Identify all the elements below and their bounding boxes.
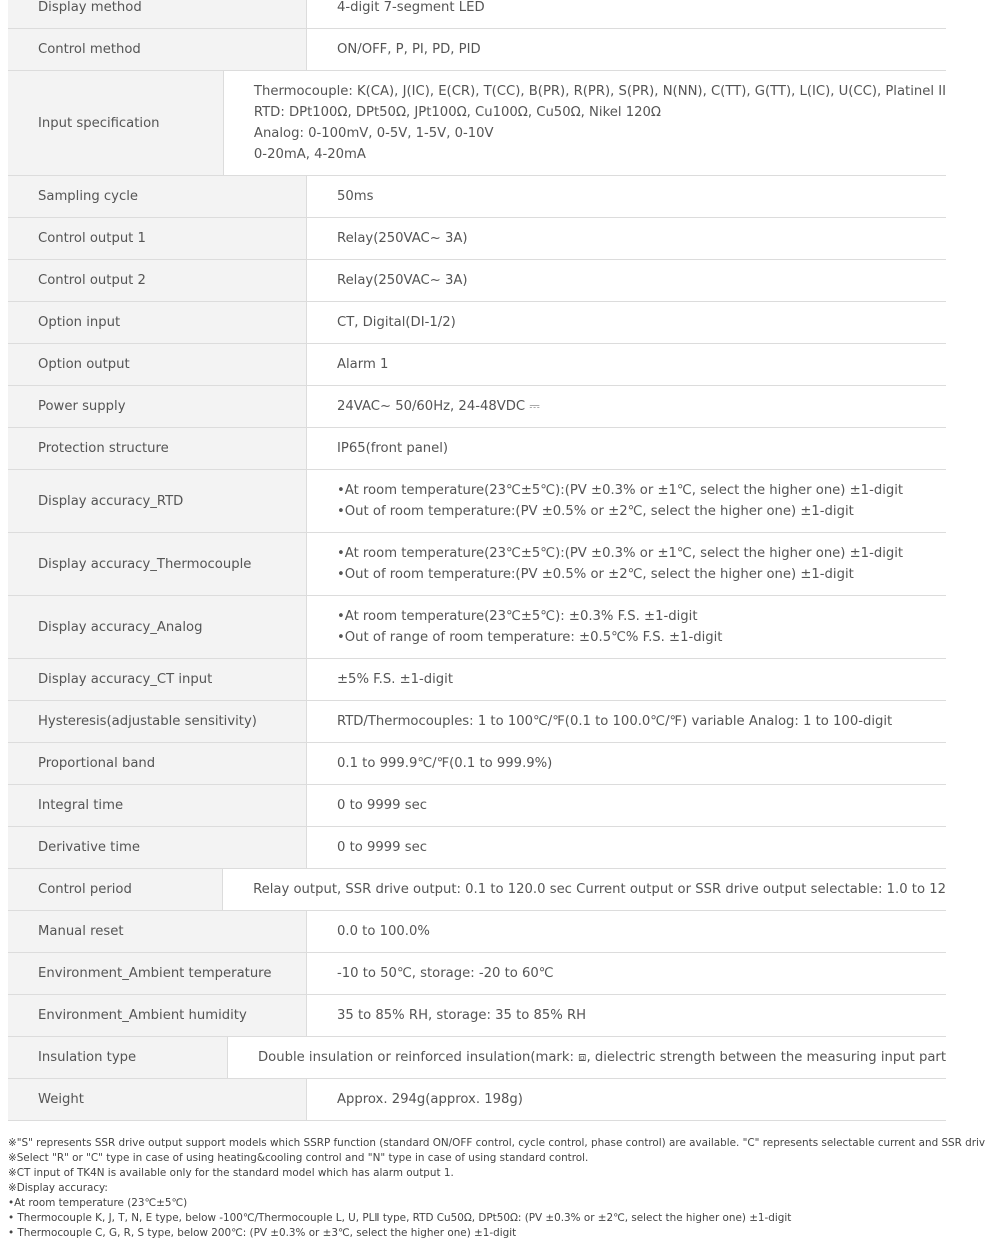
footnote-line: ※Display accuracy: bbox=[8, 1182, 108, 1194]
footnote-line: •At room temperature (23℃±5℃) bbox=[8, 1197, 188, 1209]
footnote-line: ※CT input of TK4N is available only for the standard model which has alarm output 1. bbox=[8, 1167, 454, 1179]
spec-value-line: •At room temperature(23℃±5℃):(PV ±0.3% or ±1℃, select the higher one) ±1-digit bbox=[337, 546, 904, 561]
spec-value-line: RTD: DPt100Ω, DPt50Ω, JPt100Ω, Cu100Ω, Cu50Ω, Nikel 120Ω bbox=[253, 105, 661, 120]
spec-value bbox=[307, 753, 946, 774]
spec-label: Display accuracy_CT input bbox=[8, 659, 307, 700]
spec-value-line: Double insulation or reinforced insulation(mark: ⧈, dielectric strength between the measuring input part bbox=[258, 1050, 946, 1065]
spec-label: Display method bbox=[8, 0, 307, 28]
spec-row bbox=[8, 743, 946, 785]
spec-value-line: 0.1 to 999.9℃/℉(0.1 to 999.9%) bbox=[337, 756, 553, 771]
spec-row bbox=[8, 995, 946, 1037]
spec-value bbox=[307, 312, 946, 333]
spec-label: Manual reset bbox=[8, 911, 307, 952]
spec-value bbox=[228, 1047, 946, 1068]
spec-value bbox=[224, 81, 946, 165]
spec-row bbox=[8, 1079, 946, 1121]
spec-row bbox=[8, 29, 946, 71]
spec-value bbox=[307, 270, 946, 291]
spec-row bbox=[8, 260, 946, 302]
spec-row bbox=[8, 701, 946, 743]
spec-value-line: IP65(front panel) bbox=[337, 441, 449, 456]
spec-row bbox=[8, 1037, 946, 1079]
spec-value-line: Relay(250VAC~ 3A) bbox=[337, 273, 468, 288]
spec-label: Environment_Ambient humidity bbox=[8, 995, 307, 1036]
footnote-line: ※"S" represents SSR drive output support models which SSRP function (standard ON/OFF control, cycle control, phase control) are available. "C" represents selectable current and SSR driv bbox=[8, 1137, 985, 1149]
spec-value bbox=[307, 186, 946, 207]
spec-value-line: Thermocouple: K(CA), J(IC), E(CR), T(CC), B(PR), R(PR), S(PR), N(NN), C(TT), G(TT), L(IC), U(CC), Platinel II bbox=[253, 84, 946, 99]
spec-row bbox=[8, 953, 946, 995]
spec-value-line: Relay output, SSR drive output: 0.1 to 120.0 sec Current output or SSR drive output selectable: 1.0 to 12 bbox=[253, 882, 946, 897]
spec-value-line: ±5% F.S. ±1-digit bbox=[337, 672, 454, 687]
spec-row bbox=[8, 71, 946, 176]
spec-value bbox=[307, 711, 946, 732]
spec-value-line: CT, Digital(DI-1/2) bbox=[337, 315, 456, 330]
footnotes bbox=[8, 1136, 985, 1241]
spec-value-line: RTD/Thermocouples: 1 to 100℃/℉(0.1 to 100.0℃/℉) variable Analog: 1 to 100-digit bbox=[337, 714, 893, 729]
footnote-line: ※Select "R" or "C" type in case of using heating&cooling control and "N" type in case of using standard control. bbox=[8, 1152, 589, 1164]
spec-value bbox=[307, 1089, 946, 1110]
spec-label: Insulation type bbox=[8, 1037, 228, 1078]
spec-label: Hysteresis(adjustable sensitivity) bbox=[8, 701, 307, 742]
footnote-line: • Thermocouple C, G, R, S type, below 200℃: (PV ±0.3% or ±3℃, select the higher one) ±1-digit bbox=[8, 1227, 517, 1239]
spec-value bbox=[223, 879, 946, 900]
spec-row bbox=[8, 596, 946, 659]
spec-label: Display accuracy_Analog bbox=[8, 596, 307, 658]
spec-value-line: -10 to 50℃, storage: -20 to 60℃ bbox=[337, 966, 554, 981]
spec-value-line: 0.0 to 100.0% bbox=[337, 924, 430, 939]
spec-value-line: 35 to 85% RH, storage: 35 to 85% RH bbox=[337, 1008, 587, 1023]
spec-label: Weight bbox=[8, 1079, 307, 1120]
spec-value-line: ON/OFF, P, PI, PD, PID bbox=[337, 42, 481, 57]
spec-label: Display accuracy_Thermocouple bbox=[8, 533, 307, 595]
spec-value bbox=[307, 480, 946, 522]
spec-value-line: 50ms bbox=[337, 189, 374, 204]
spec-value-line: 4-digit 7-segment LED bbox=[337, 0, 485, 15]
spec-label: Protection structure bbox=[8, 428, 307, 469]
spec-label: Control output 1 bbox=[8, 218, 307, 259]
spec-label: Control method bbox=[8, 29, 307, 70]
spec-row bbox=[8, 659, 946, 701]
spec-row bbox=[8, 302, 946, 344]
spec-value-line: •At room temperature(23℃±5℃):(PV ±0.3% or ±1℃, select the higher one) ±1-digit bbox=[337, 483, 904, 498]
spec-row bbox=[8, 827, 946, 869]
spec-value bbox=[307, 837, 946, 858]
spec-table bbox=[8, 0, 946, 1121]
spec-row bbox=[8, 344, 946, 386]
spec-value-line: 0-20mA, 4-20mA bbox=[253, 147, 366, 162]
spec-row bbox=[8, 386, 946, 428]
spec-row bbox=[8, 0, 946, 29]
spec-value bbox=[307, 669, 946, 690]
spec-row bbox=[8, 785, 946, 827]
spec-value bbox=[307, 354, 946, 375]
spec-label: Display accuracy_RTD bbox=[8, 470, 307, 532]
spec-value bbox=[307, 0, 946, 18]
spec-label: Sampling cycle bbox=[8, 176, 307, 217]
spec-label: Environment_Ambient temperature bbox=[8, 953, 307, 994]
spec-value-line: Alarm 1 bbox=[337, 357, 389, 372]
spec-value-line: 0 to 9999 sec bbox=[337, 798, 428, 813]
spec-row bbox=[8, 176, 946, 218]
spec-row bbox=[8, 428, 946, 470]
spec-value bbox=[307, 438, 946, 459]
spec-label: Power supply bbox=[8, 386, 307, 427]
spec-value-line: •Out of room temperature:(PV ±0.5% or ±2℃, select the higher one) ±1-digit bbox=[337, 567, 854, 582]
spec-value bbox=[307, 228, 946, 249]
spec-label: Control output 2 bbox=[8, 260, 307, 301]
spec-row bbox=[8, 911, 946, 953]
footnote-line: • Thermocouple K, J, T, N, E type, below -100℃/Thermocouple L, U, PLⅡ type, RTD Cu50Ω, DPt50Ω: (PV ±0.3% or ±2℃, select the higher one) ±1-digit bbox=[8, 1212, 792, 1224]
spec-row bbox=[8, 470, 946, 533]
spec-label: Option input bbox=[8, 302, 307, 343]
spec-value-line: 0 to 9999 sec bbox=[337, 840, 428, 855]
spec-row bbox=[8, 218, 946, 260]
spec-label: Option output bbox=[8, 344, 307, 385]
spec-row bbox=[8, 533, 946, 596]
spec-value bbox=[307, 963, 946, 984]
spec-value bbox=[307, 606, 946, 648]
spec-label: Proportional band bbox=[8, 743, 307, 784]
spec-label: Integral time bbox=[8, 785, 307, 826]
spec-value-line: •Out of range of room temperature: ±0.5℃% F.S. ±1-digit bbox=[337, 630, 723, 645]
spec-value bbox=[307, 39, 946, 60]
spec-row bbox=[8, 869, 946, 911]
spec-label: Derivative time bbox=[8, 827, 307, 868]
spec-label: Input specification bbox=[8, 71, 224, 175]
spec-value-line: •Out of room temperature:(PV ±0.5% or ±2℃, select the higher one) ±1-digit bbox=[337, 504, 854, 519]
spec-value-line: Relay(250VAC~ 3A) bbox=[337, 231, 468, 246]
spec-value bbox=[307, 543, 946, 585]
spec-label: Control period bbox=[8, 869, 223, 910]
spec-value bbox=[307, 396, 946, 417]
spec-value bbox=[307, 921, 946, 942]
spec-value-line: 24VAC~ 50/60Hz, 24-48VDC ⎓ bbox=[337, 399, 540, 414]
spec-value bbox=[307, 1005, 946, 1026]
spec-value-line: Approx. 294g(approx. 198g) bbox=[337, 1092, 523, 1107]
spec-value bbox=[307, 795, 946, 816]
spec-value-line: •At room temperature(23℃±5℃): ±0.3% F.S. ±1-digit bbox=[337, 609, 698, 624]
spec-value-line: Analog: 0-100mV, 0-5V, 1-5V, 0-10V bbox=[253, 126, 494, 141]
